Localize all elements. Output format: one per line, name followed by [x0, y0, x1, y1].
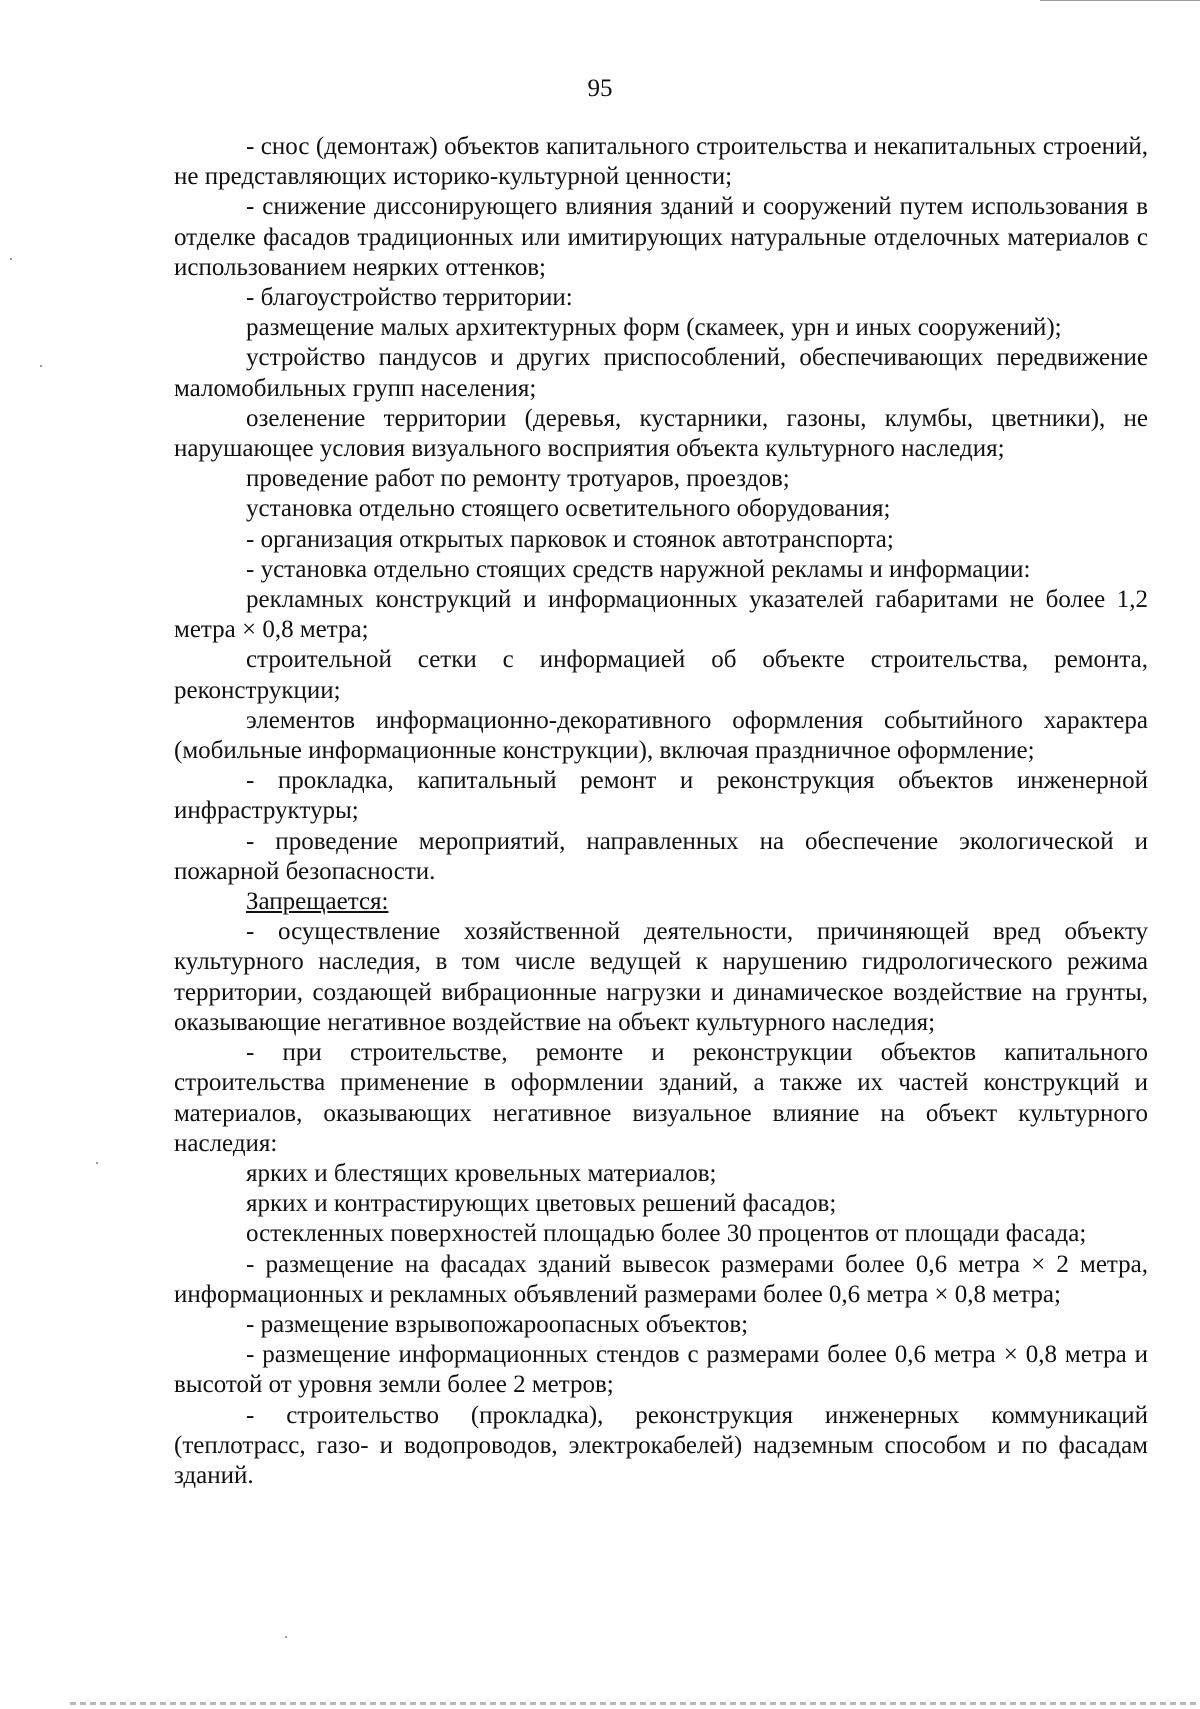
paragraph: - размещение на фасадах зданий вывесок размерами более 0,6 метра × 2 метра, информационных и рекламных объявлений размерами более 0,6 метра × 0,8 метра; [174, 1250, 1148, 1308]
paragraph: - установка отдельно стоящих средств наружной рекламы и информации: [246, 555, 1031, 583]
scan-speck [285, 1636, 287, 1638]
paragraph: - благоустройство территории: [246, 284, 573, 312]
scan-edge-top [1040, 0, 1200, 1]
paragraph: - при строительстве, ремонте и реконструкции объектов капитального строительства применение в оформлении зданий, а также их частей конструкций и материалов, оказывающих негативное визуальное влияние на объект культурного наследия: [174, 1039, 1148, 1157]
paragraph: элементов информационно-декоративного оформления событийного характера (мобильные информационные конструкции), включая праздничное оформление; [174, 706, 1148, 765]
document-body [174, 132, 1148, 1491]
paragraph: - размещение информационных стендов с размерами более 0,6 метра × 0,8 метра и высотой от уровня земли более 2 метров; [174, 1341, 1148, 1399]
paragraph: ярких и блестящих кровельных материалов; [246, 1159, 717, 1187]
paragraph: строительной сетки с информацией об объекте строительства, ремонта, реконструкции; [174, 646, 1148, 704]
scan-edge-bottom [70, 1702, 1200, 1705]
section-heading-prohibited [174, 887, 1148, 917]
paragraph: остекленных поверхностей площадью более 30 процентов от площади фасада; [246, 1220, 1087, 1248]
prohibited-label: Запрещается: [246, 888, 389, 916]
paragraph: - проведение мероприятий, направленных на обеспечение экологической и пожарной безопасности. [174, 827, 1148, 885]
paragraph: размещение малых архитектурных форм (скамеек, урн и иных сооружений); [246, 314, 1062, 342]
paragraph: - снос (демонтаж) объектов капитального строительства и некапитальных строений, не представляющих историко-культурной ценности; [174, 133, 1148, 191]
page-number: 95 [587, 75, 613, 102]
scan-speck [96, 1162, 98, 1164]
paragraph: устройство пандусов и других приспособлений, обеспечивающих передвижение маломобильных групп населения; [174, 344, 1148, 402]
paragraph: - осуществление хозяйственной деятельности, причиняющей вред объекту культурного наследия, в том числе ведущей к нарушению гидрологического режима территории, создающей вибрационные нагрузки и динамическое воздействие на грунты, оказывающие негативное воздействие на объект культурного наследия; [174, 918, 1148, 1036]
paragraph: ярких и контрастирующих цветовых решений фасадов; [246, 1190, 837, 1218]
scan-speck [10, 258, 12, 260]
paragraph: рекламных конструкций и информационных указателей габаритами не более 1,2 метра × 0,8 метра; [174, 586, 1148, 644]
paragraph: проведение работ по ремонту тротуаров, проездов; [246, 465, 790, 493]
paragraph: озеленение территории (деревья, кустарники, газоны, клумбы, цветники), не нарушающее условия визуального восприятия объекта культурного наследия; [174, 404, 1148, 463]
scan-speck [40, 365, 42, 367]
paragraph: - размещение взрывопожароопасных объектов; [246, 1310, 749, 1338]
paragraph: - прокладка, капитальный ремонт и реконструкция объектов инженерной инфраструктуры; [174, 767, 1148, 825]
paragraph: - строительство (прокладка), реконструкция инженерных коммуникаций (теплотрасс, газо- и водопроводов, электрокабелей) надземным способом и по фасадам зданий. [174, 1401, 1148, 1489]
paragraph: установка отдельно стоящего осветительного оборудования; [246, 495, 891, 523]
paragraph: - снижение диссонирующего влияния зданий и сооружений путем использования в отделке фасадов традиционных или имитирующих натуральные отделочных материалов с использованием неярких оттенков; [174, 193, 1148, 281]
paragraph: - организация открытых парковок и стоянок автотранспорта; [246, 525, 894, 553]
